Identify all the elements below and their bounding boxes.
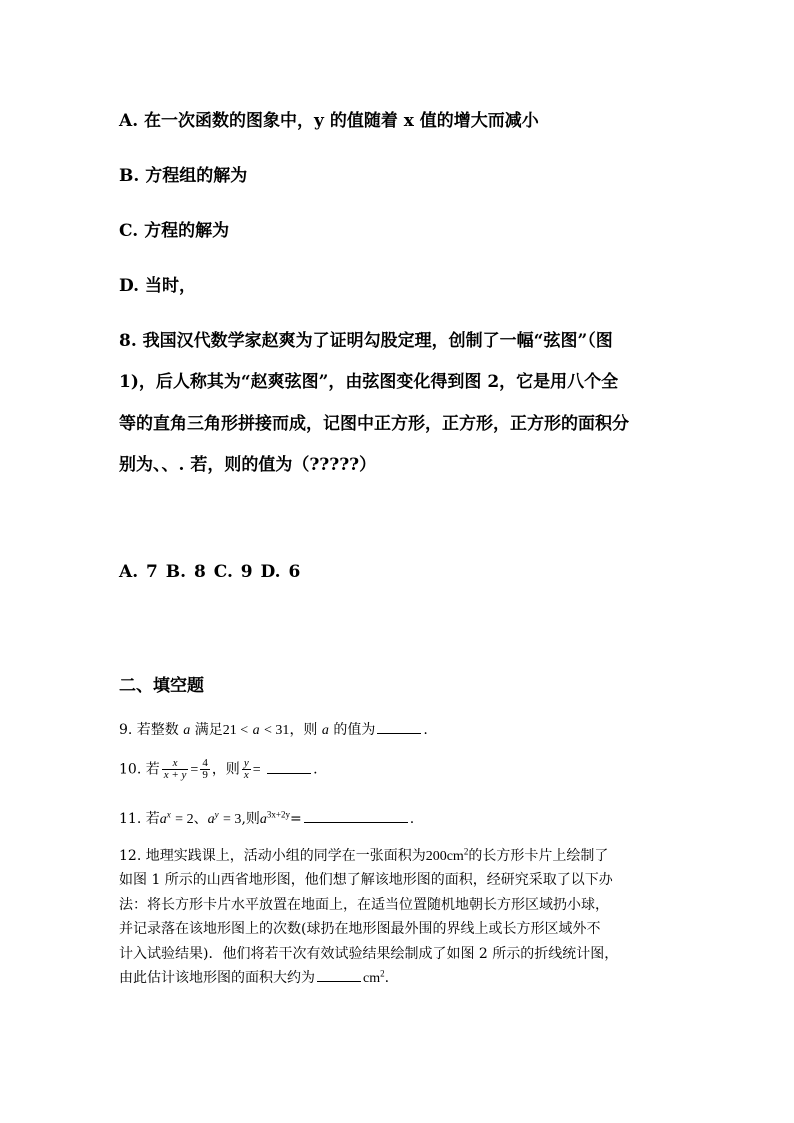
question-12-line-2: 如图 1 所示的山西省地形图，他们想了解该地形图的面积，经研究采取了以下办 [119, 872, 613, 888]
q12-area-exponent: 2 [463, 846, 469, 857]
q9-suffix: 的值为 [333, 722, 376, 738]
q12-line1-b: 的长方形卡片上绘制了 [468, 848, 609, 864]
q9-then: ，则 [289, 722, 318, 738]
q10-frac2-numerator: 4 [202, 757, 208, 769]
q10-frac3-numerator: y [243, 757, 249, 769]
q11-cond2-base: a [207, 812, 215, 827]
q9-ineq-right: < 31 [264, 723, 290, 738]
option-b: B. 方程组的解为 [119, 166, 248, 186]
q12-line1-a: 12. 地理实践课上，活动小组的同学在一张面积为 [119, 848, 426, 864]
option-a: A. 在一次函数的图象中，y 的值随着 x 值的增大而减小 [119, 111, 539, 131]
q10-frac1-denominator: x + y [163, 769, 187, 781]
q12-line6-end: . [384, 970, 390, 986]
option-d: D. 当时， [119, 276, 196, 296]
question-12-line-1 [119, 845, 608, 865]
question-8-choices: A. 7 B. 8 C. 9 D. 6 [119, 562, 301, 582]
q11-expr-base: a [259, 812, 267, 827]
q12-area-value: 200cm [425, 849, 464, 864]
q10-answer-blank[interactable] [267, 773, 311, 774]
question-8-line-3: 等的直角三角形拼接而成，记图中正方形，正方形，正方形的面积分 [119, 414, 629, 434]
q11-answer-blank[interactable] [304, 822, 408, 823]
q11-equals: = [289, 811, 302, 827]
option-c: C. 方程的解为 [119, 221, 230, 241]
q10-prefix: 10. 若 [119, 761, 160, 778]
q10-frac3-denominator: x [243, 769, 249, 781]
question-9 [119, 719, 428, 739]
q9-ineq-left: 21 < [222, 723, 249, 738]
q11-cond1-value: = 2 [175, 812, 194, 827]
q9-answer-blank[interactable] [377, 733, 421, 734]
q9-ineq-variable: a [252, 723, 260, 738]
q10-frac2-denominator: 9 [202, 769, 208, 781]
q9-mid: 满足 [194, 722, 223, 738]
question-8-line-2: 1)，后人称其为“赵爽弦图”，由弦图变化得到图 2，它是用八个全 [119, 372, 619, 392]
q12-unit-exponent: 2 [380, 968, 385, 979]
q11-cond1-exponent: x [166, 809, 171, 820]
question-12-line-4: 并记录落在该地形图上的次数(球扔在地形图最外围的界线上或长方形区域外不 [119, 921, 601, 937]
q11-cond1-base: a [159, 812, 167, 827]
q10-frac1-numerator: x [172, 757, 178, 769]
q10-fraction-3 [242, 758, 251, 781]
q10-then: ，则 [211, 761, 240, 778]
q11-end: . [409, 811, 415, 827]
q12-line6-a: 由此估计该地形图的面积大约为 [119, 970, 315, 986]
q10-fraction-1 [162, 758, 189, 781]
q10-end: . [313, 761, 318, 778]
q11-prefix: 11. 若 [119, 811, 160, 827]
q11-then: ,则 [241, 811, 260, 827]
q12-unit: cm [363, 971, 381, 986]
q10-fraction-2 [200, 758, 210, 781]
section-two-heading: 二、填空题 [119, 676, 204, 696]
q9-variable: a [183, 723, 191, 738]
question-12-line-3: 法：将长方形卡片水平放置在地面上，在适当位置随机地朝长方形区域扔小球， [119, 897, 609, 913]
q9-end: . [423, 722, 428, 738]
question-11 [119, 808, 414, 828]
question-10 [119, 758, 318, 781]
question-8-line-4: 别为、、. 若，则的值为（?????） [119, 455, 377, 475]
q11-separator: 、 [193, 811, 208, 827]
q11-expr-exponent: 3x+2y [266, 809, 290, 820]
question-12-line-6 [119, 967, 389, 987]
q10-equals-2: = [252, 762, 261, 778]
q11-cond2-exponent: y [214, 809, 219, 820]
q11-cond2-value: = 3 [223, 812, 242, 827]
q9-variable-2: a [321, 723, 329, 738]
q9-prefix: 9. 若整数 [119, 722, 179, 738]
question-12-line-5: 计入试验结果)．他们将若干次有效试验结果绘制成了如图 2 所示的折线统计图， [119, 946, 619, 962]
question-8-line-1: 8. 我国汉代数学家赵爽为了证明勾股定理，创制了一幅“弦图”（图 [119, 331, 613, 351]
q12-answer-blank[interactable] [317, 981, 361, 982]
q10-equals: = [190, 762, 199, 778]
